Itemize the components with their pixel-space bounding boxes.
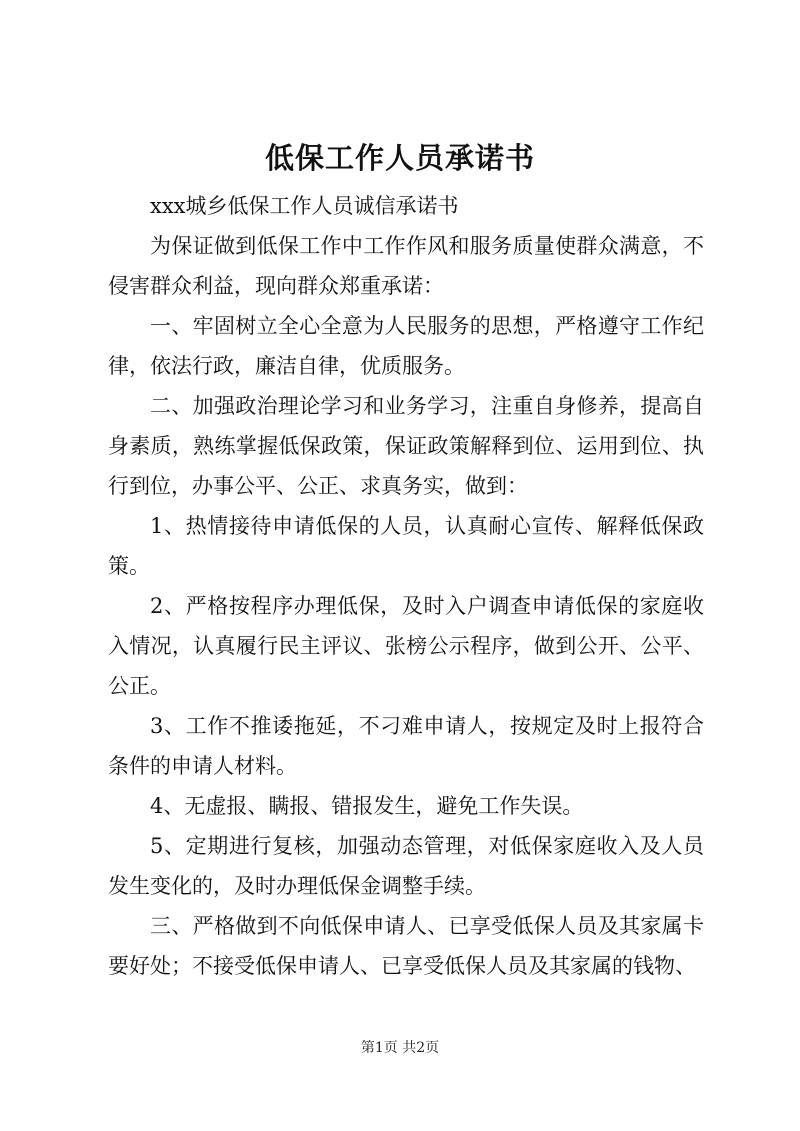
document-title: 低保工作人员承诺书	[264, 141, 535, 175]
document-body	[108, 186, 704, 986]
paragraph-item-1: 一、牢固树立全心全意为人民服务的思想，严格遵守工作纪律，依法行政，廉洁自律，优质服务。	[108, 314, 704, 378]
paragraph-subitem-4: 4、无虚报、瞒报、错报发生，避免工作失误。	[150, 794, 584, 818]
paragraph-item-3: 三、严格做到不向低保申请人、已享受低保人员及其家属卡要好处；不接受低保申请人、已享受低保人员及其家属的钱物、	[108, 914, 704, 978]
paragraph-subitem-3: 3、工作不推诿拖延，不刁难申请人，按规定及时上报符合条件的申请人材料。	[108, 714, 704, 778]
paragraph-subitem-1: 1、热情接待申请低保的人员，认真耐心宣传、解释低保政策。	[108, 514, 704, 578]
paragraph-heading: xxx城乡低保工作人员诚信承诺书	[150, 194, 459, 218]
paragraph-item-2: 二、加强政治理论学习和业务学习，注重自身修养，提高自身素质，熟练掌握低保政策，保证政策解释到位、运用到位、执行到位，办事公平、公正、求真务实，做到：	[108, 394, 704, 498]
paragraph-subitem-2: 2、严格按程序办理低保，及时入户调查申请低保的家庭收入情况，认真履行民主评议、张榜公示程序，做到公开、公平、公正。	[108, 594, 704, 698]
paragraph-subitem-5: 5、定期进行复核，加强动态管理，对低保家庭收入及人员发生变化的，及时办理低保金调整手续。	[108, 834, 704, 898]
paragraph-intro: 为保证做到低保工作中工作作风和服务质量使群众满意，不侵害群众利益，现向群众郑重承诺：	[108, 234, 704, 298]
page-number-footer: 第1页 共2页	[360, 1040, 440, 1056]
